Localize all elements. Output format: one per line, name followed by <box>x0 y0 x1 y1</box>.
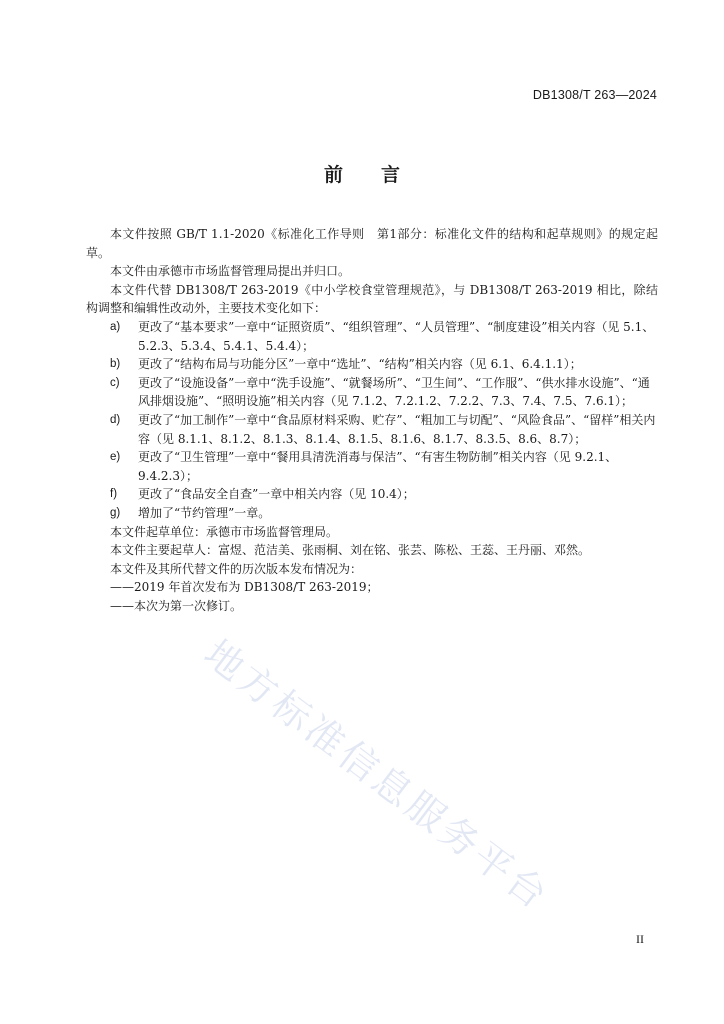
list-text: 更改了“结构布局与功能分区”一章中“选址”、“结构”相关内容（见 6.1、6.4.1.1）； <box>138 357 582 372</box>
list-item <box>86 318 658 355</box>
list-text: 更改了“加工制作”一章中“食品原材料采购、贮存”、“粗加工与切配”、“风险食品”、“留样”相关内容（见 8.1.1、8.1.2、8.1.3、8.1.4、8.1.5、8.1.6、8.1.7、8.3.5、8.6、8.7）； <box>138 412 656 446</box>
paragraph-replacement: 本文件代替 DB1308/T 263-2019《中小学校食堂管理规范》，与 DB1308/T 263-2019 相比，除结构调整和编辑性改动外，主要技术变化如下： <box>86 282 658 316</box>
history-entry: ——2019 年首次发布为 DB1308/T 263-2019； <box>110 580 379 595</box>
paragraph-drafters: 本文件主要起草人：富煜、范洁美、张雨桐、刘在铭、张芸、陈松、王蕊、王丹丽、邓然。 <box>110 543 591 558</box>
list-text: 增加了“节约管理”一章。 <box>138 505 271 520</box>
list-label: d) <box>110 413 121 426</box>
list-label: e) <box>110 451 121 464</box>
paragraph-proposer: 本文件由承德市市场监督管理局提出并归口。 <box>110 264 351 279</box>
list-text: 更改了“设施设备”一章中“洗手设施”、“就餐场所”、“卫生间”、“工作服”、“供水排水设施”、“通风排烟设施”、“照明设施”相关内容（见 7.1.2、7.2.1.2、7.2.2、7.3、7.4、7.5、7.6.1）； <box>138 375 650 409</box>
history-entry: ——本次为第一次修订。 <box>110 598 243 613</box>
list-item <box>86 355 658 374</box>
list-label: b) <box>110 358 121 371</box>
list-label: g) <box>110 506 121 519</box>
paragraph-history-intro: 本文件及其所代替文件的历次版本发布情况为： <box>110 561 363 576</box>
paragraph-compliance: 本文件按照 GB/T 1.1-2020《标准化工作导则 第1部分：标准化文件的结构和起草规则》的规定起草。 <box>86 227 658 260</box>
watermark: 地方标准信息服务平台 <box>196 631 559 920</box>
list-label: a) <box>110 320 121 333</box>
list-label: f) <box>110 488 118 501</box>
page-number: II <box>636 932 644 946</box>
page-title: 前言 <box>323 164 438 186</box>
standard-code: DB1308/T 263—2024 <box>532 88 657 102</box>
paragraph-drafting-unit: 本文件起草单位：承德市市场监督管理局。 <box>110 524 339 539</box>
list-item <box>86 504 658 523</box>
list-item <box>86 448 658 485</box>
foreword-body <box>86 225 658 615</box>
list-text: 更改了“基本要求”一章中“证照资质”、“组织管理”、“人员管理”、“制度建设”相关内容（见 5.1、5.2.3、5.3.4、5.4.1、5.4.4）； <box>138 319 655 353</box>
list-item <box>86 411 658 448</box>
list-label: c) <box>110 376 120 389</box>
list-item <box>86 485 658 504</box>
list-text: 更改了“卫生管理”一章中“餐用具清洗消毒与保洁”、“有害生物防制”相关内容（见 9.2.1、9.4.2.3）； <box>138 450 618 483</box>
list-text: 更改了“食品安全自查”一章中相关内容（见 10.4）； <box>138 487 415 502</box>
change-list <box>86 318 658 523</box>
list-item <box>86 374 658 411</box>
